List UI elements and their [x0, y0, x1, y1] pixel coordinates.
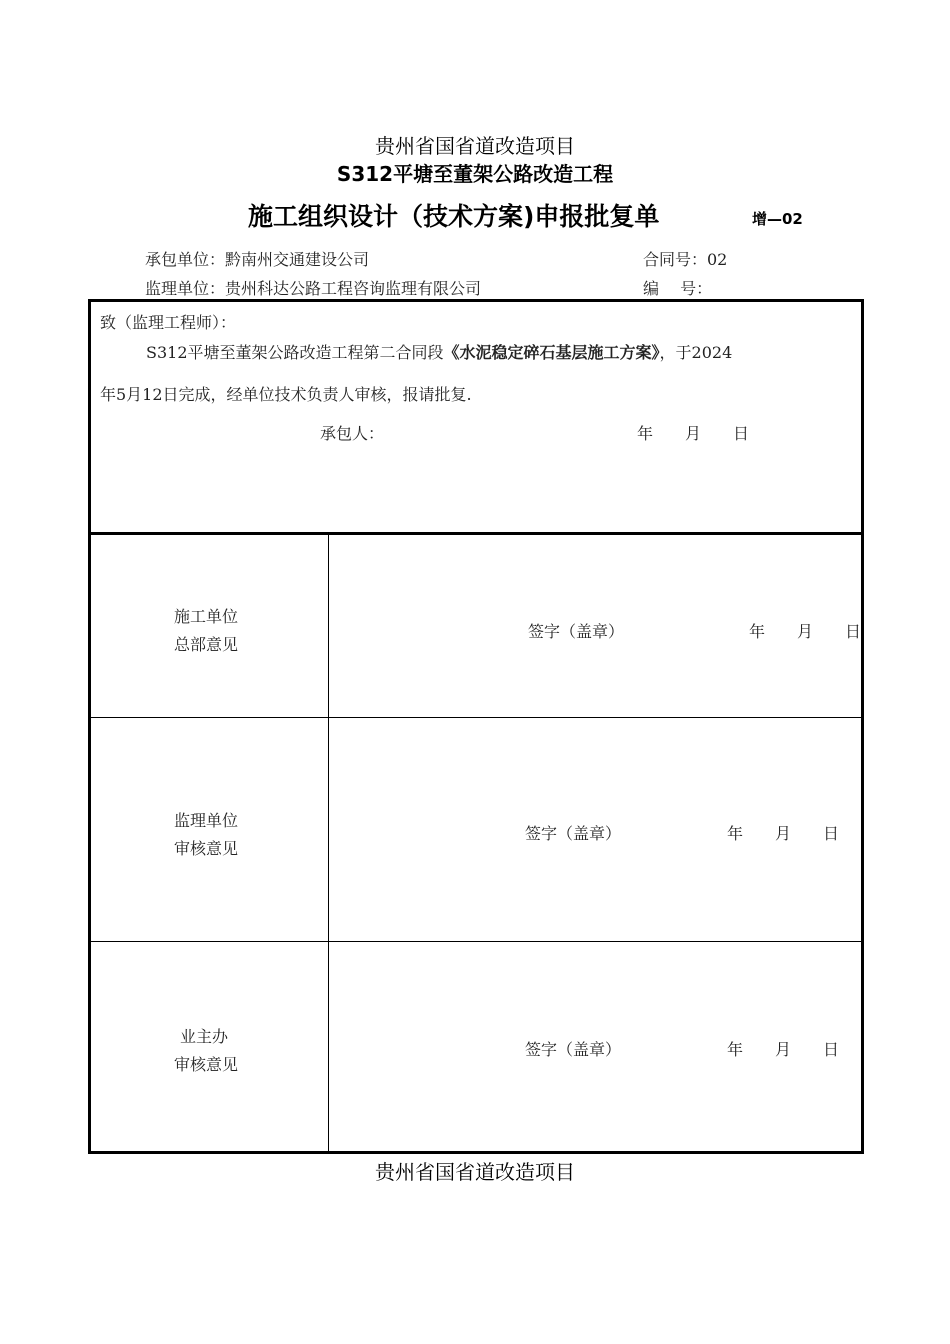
review-label-line2: 审核意见	[174, 1055, 239, 1074]
review-label-line2: 审核意见	[174, 839, 239, 858]
sign-label: 签字（盖章）	[525, 824, 622, 843]
contract-number-label: 合同号：02	[643, 250, 728, 269]
review-date-label: 年 月 日	[727, 824, 840, 843]
project-title: 贵州省国省道改造项目	[375, 134, 575, 158]
sub-project-title: S312平塘至董架公路改造工程	[336, 162, 614, 186]
form-code: 增—02	[752, 210, 803, 228]
serial-number-label: 编 号：	[643, 279, 713, 298]
table-divider	[91, 717, 861, 718]
request-body-line2: 年5月12日完成，经单位技术负责人审核，报请批复.	[100, 385, 472, 404]
footer-project-title: 贵州省国省道改造项目	[375, 1160, 575, 1184]
form-title: 施工组织设计（技术方案)申报批复单	[248, 202, 660, 231]
request-body-prefix: S312平塘至董架公路改造工程第二合同段	[146, 343, 444, 362]
sign-label: 签字（盖章）	[525, 1040, 622, 1059]
addressee-line: 致（监理工程师）：	[100, 313, 237, 332]
review-label-line1: 业主办	[180, 1027, 229, 1046]
supervisor-label: 监理单位：贵州科达公路工程咨询监理有限公司	[145, 279, 482, 298]
sign-label: 签字（盖章）	[528, 622, 625, 641]
plan-name: 《水泥稳定碎石基层施工方案》	[443, 343, 660, 362]
column-divider	[328, 535, 329, 1151]
table-divider	[91, 941, 861, 942]
review-label-line1: 监理单位	[174, 811, 239, 830]
contractor-label: 承包单位：黔南州交通建设公司	[145, 250, 370, 269]
request-date-label: 年 月 日	[637, 424, 750, 443]
table-divider	[91, 532, 861, 535]
review-date-label: 年 月 日	[749, 622, 862, 641]
request-body-line1	[146, 340, 732, 363]
review-label-line1: 施工单位	[174, 607, 239, 626]
applicant-label: 承包人：	[320, 424, 385, 443]
review-label-line2: 总部意见	[174, 635, 239, 654]
review-date-label: 年 月 日	[727, 1040, 840, 1059]
approval-table	[88, 299, 864, 1154]
request-body-suffix: ，于2024	[659, 343, 733, 362]
